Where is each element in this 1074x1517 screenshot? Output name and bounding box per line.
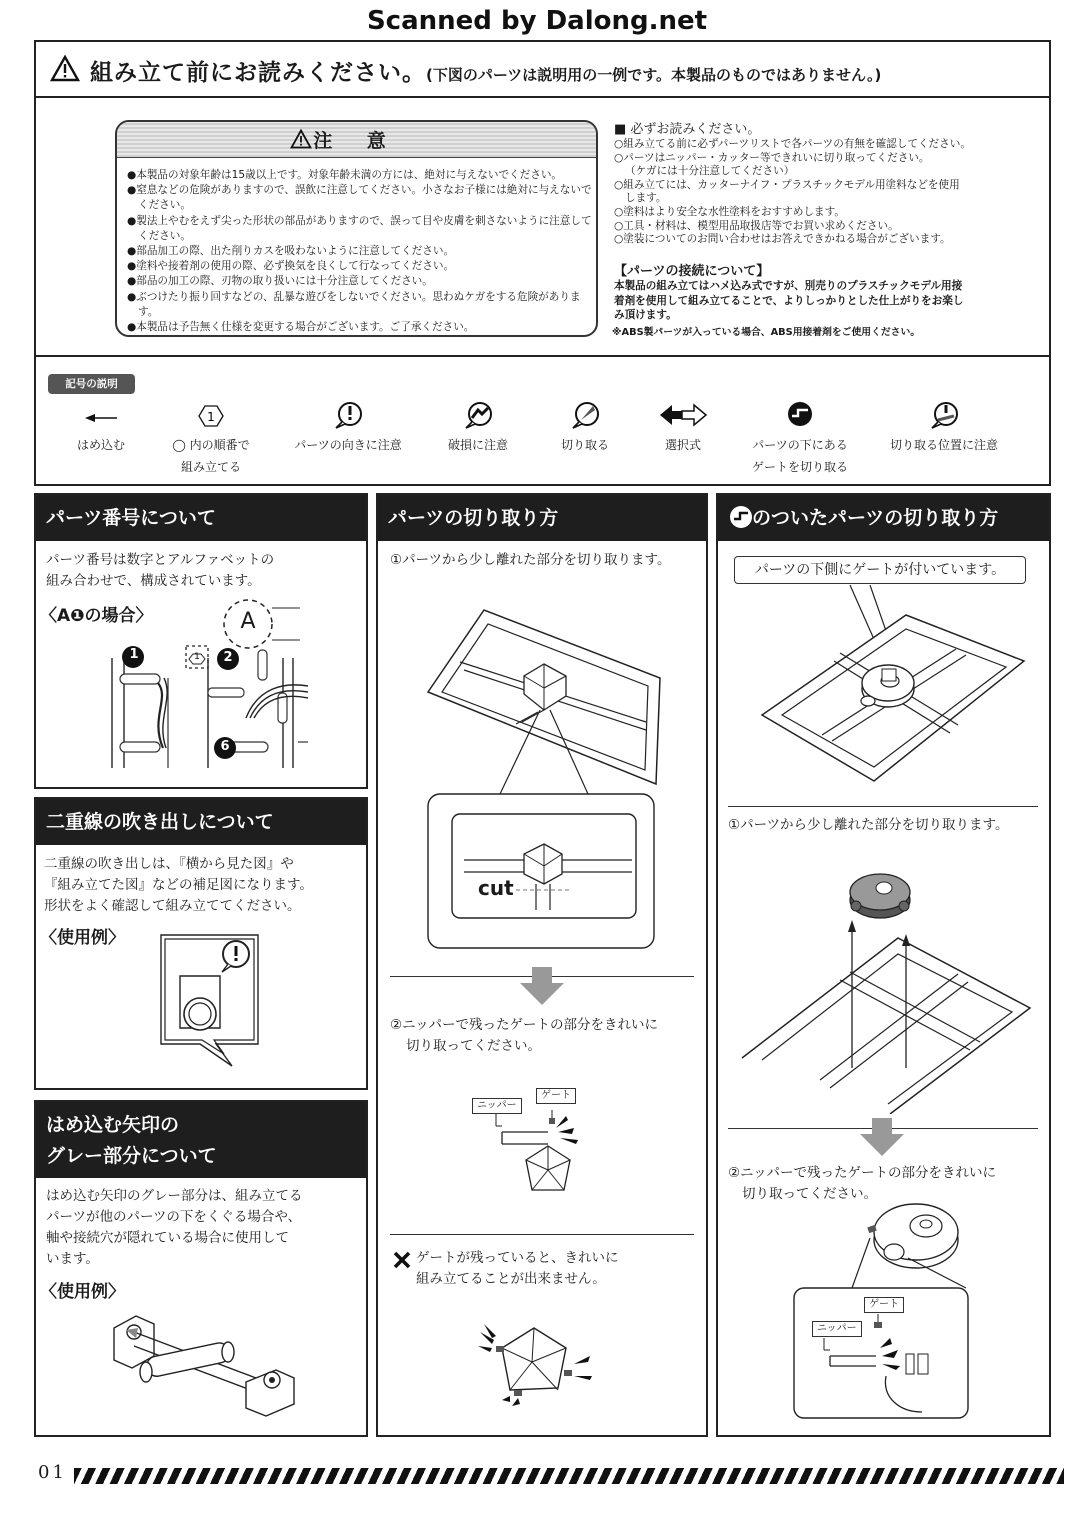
symbol-label: パーツの下にある [752, 438, 848, 452]
connection-title: 【パーツの接続について】 [614, 264, 770, 279]
symbol-divider [34, 355, 1051, 357]
page-title [90, 54, 881, 87]
nipper-label: ニッパー [472, 1098, 522, 1114]
runner-cut-diagram [420, 600, 670, 955]
under-gate-step1: ①パーツから少し離れた部分を切り取ります。 [728, 817, 1009, 833]
symbol-label: 切り取る [560, 438, 609, 452]
cutting-warning: ゲートが残っていると、きれいに [416, 1250, 619, 1266]
symbol-orientation [288, 400, 408, 456]
symbol-cut [552, 400, 618, 456]
under-gate-step2: ②ニッパーで残ったゲートの部分をきれいに [728, 1165, 997, 1181]
cutting-step2: 切り取ってください。 [406, 1038, 541, 1054]
gray-arrow-diagram [106, 1308, 306, 1420]
connection-body: 本製品の組み立てはハメ込み式ですが、別売りのプラスチックモデル用接着剤を使用して組み立てることで、よりしっかりとした仕上がりをお楽しみ頂けます。 [614, 280, 964, 321]
symbol-label: 選択式 [664, 438, 701, 452]
caution-title: 注 意 [313, 130, 400, 152]
part-number-example: 〈A❶の場合〉 [40, 606, 153, 626]
under-gate-callout: パーツの下側にゲートが付いています。 [734, 556, 1026, 584]
symbol-label: 切り取る位置に注意 [889, 438, 998, 452]
must-read-item: （ケガには十分注意してください） [625, 165, 795, 178]
symbol-cut-position [882, 400, 1006, 456]
cut-label: cut [478, 876, 514, 900]
order-number-icon [191, 400, 231, 430]
caution-item: ●塗料や接着剤の使用の際、必ず換気を良くして行なってください。 [127, 260, 455, 273]
arrow-left-icon [81, 400, 121, 430]
choice-arrows-icon [658, 400, 708, 430]
symbol-underside-gate [742, 400, 858, 478]
under-gate-title: のついたパーツの切り取り方 [718, 495, 1049, 541]
part-num-badge: 1 [129, 647, 139, 662]
underside-gate-icon [728, 504, 754, 530]
gray-arrow-title-line: グレー部分について [46, 1145, 217, 1167]
down-arrow-icon [860, 1118, 904, 1158]
must-read-list [614, 138, 1039, 247]
symbol-order [170, 400, 252, 478]
caution-item: ●製法上やむをえず尖った形状の部品がありますので、誤って目や皮膚を刺さないように注意してください。 [127, 214, 592, 242]
symbol-label: ゲートを切り取る [751, 460, 848, 474]
under-gate-runner-diagram [760, 585, 1026, 795]
down-arrow-icon [520, 967, 564, 1007]
double-line-title: 二重線の吹き出しについて [36, 799, 366, 845]
caution-item: ●本製品の対象年齢は15歳以上です。対象年齢未満の方には、絶対に与えないでください。 [127, 169, 563, 181]
page-title-text: 組み立て前にお読みください。 [90, 60, 426, 86]
part-number-text: 組み合わせで、構成されています。 [46, 573, 261, 589]
symbol-insert [70, 400, 132, 456]
double-line-text: 二重線の吹き出しは、『横から見た図』や [44, 856, 294, 872]
must-read-item: ○塗装についてのお問い合わせはお答えできかねる場合がございます。 [614, 233, 951, 246]
double-line-balloon-diagram [158, 932, 263, 1072]
cutting-divider [390, 1234, 694, 1235]
gate-label: ゲート [536, 1088, 576, 1104]
cut-position-icon [924, 400, 964, 430]
breakage-icon [458, 400, 498, 430]
caution-list [127, 168, 593, 335]
caution-item: ●窒息などの危険がありますので、誤飲に注意してください。小さなお子様には絶対に与えないでください。 [127, 184, 592, 212]
symbol-label: ◯ 内の順番で [172, 438, 250, 452]
runner-letter: A [240, 609, 256, 634]
exclamation-icon [328, 400, 368, 430]
connection-note: ※ABS製パーツが入っている場合、ABS用接着剤をご使用ください。 [612, 327, 921, 338]
symbol-label: パーツの向きに注意 [294, 438, 402, 452]
cut-icon [565, 400, 605, 430]
double-line-example: 〈使用例〉 [40, 928, 125, 948]
double-line-text: 『組み立てた図』などの補足図になります。 [44, 877, 313, 893]
double-line-text: 形状をよく確認して組み立ててください。 [44, 898, 301, 914]
gray-arrow-text: 軸や接続穴が隠れている場合に使用して [46, 1230, 289, 1246]
part-num-badge: 2 [223, 650, 233, 665]
page-subtitle: (下図のパーツは説明用の一例です。本製品のものではありません。) [426, 66, 882, 84]
symbol-breakage [440, 400, 516, 456]
must-read-title: ■ 必ずお読みください。 [614, 122, 761, 137]
symbol-label: 組み立てる [180, 460, 241, 474]
symbol-choice [650, 400, 716, 456]
svg-text:1: 1 [207, 410, 215, 424]
gray-arrow-example: 〈使用例〉 [40, 1282, 125, 1302]
caution-item: ●部品の加工の際、刃物の取り扱いには十分注意してください。 [127, 275, 433, 288]
cutting-step2: ②ニッパーで残ったゲートの部分をきれいに [390, 1017, 659, 1033]
caution-item: ●本製品は予告無く仕様を変更する場合がございます。ご了承ください。 [127, 321, 475, 334]
gate-label: ゲート [864, 1297, 904, 1313]
underside-gate-icon [780, 400, 820, 430]
part-number-text: パーツ番号は数字とアルファベットの [46, 552, 275, 568]
footer-stripe-bar [74, 1468, 1064, 1484]
must-read-item: ○塗料はより安全な水性塗料をおすすめします。 [614, 205, 845, 218]
nipper-gate-diagram [490, 1110, 600, 1214]
page-number: 01 [38, 1462, 67, 1483]
cutting-warning: 組み立てることが出来ません。 [416, 1271, 606, 1287]
x-mark-icon [392, 1250, 412, 1270]
must-read-item: ○パーツはニッパー・カッター等できれいに切り取ってください。 [614, 151, 930, 164]
symbol-label: はめ込む [76, 438, 125, 452]
symbol-legend-badge: 記号の説明 [48, 374, 135, 394]
under-gate-step2: 切り取ってください。 [742, 1186, 877, 1202]
caution-item: ●ぶつけたり振り回すなどの、乱暴な遊びをしないでください。思わぬケガをする危険があります。 [127, 290, 581, 318]
leftover-gate-diagram [474, 1320, 594, 1410]
part-num-badge: 6 [220, 739, 230, 754]
must-read-item: ○組み立てる前に必ずパーツリストで各パーツの有無を確認してください。 [614, 138, 971, 150]
runner-diagram [108, 598, 308, 773]
caution-item: ●部品加工の際、出た削りカスを吸わないように注意してください。 [127, 245, 455, 258]
nipper-label: ニッパー [812, 1321, 862, 1337]
scanner-watermark: Scanned by Dalong.net [366, 6, 708, 36]
gray-arrow-text: パーツが他のパーツの下をくぐる場合や、 [46, 1209, 302, 1225]
gray-arrow-text: はめ込む矢印のグレー部分は、組み立てる [46, 1188, 303, 1204]
gray-arrow-text: います。 [46, 1251, 99, 1267]
must-read-item: ○工具・材料は、模型用品取扱店等でお買い求めください。 [614, 219, 899, 232]
gray-arrow-title-line: はめ込む矢印の [46, 1114, 180, 1136]
must-read-item: ○組み立てには、カッターナイフ・プラスチックモデル用塗料などを使用します。 [614, 178, 960, 205]
under-gate-divider [728, 806, 1038, 807]
cutting-step1: ①パーツから少し離れた部分を切り取ります。 [390, 552, 671, 568]
part-order-badge: 1 [194, 652, 200, 662]
under-gate-cut-diagram [740, 858, 1032, 1114]
part-number-title: パーツ番号について [36, 495, 366, 541]
gray-arrow-title [36, 1102, 366, 1178]
cutting-title: パーツの切り取り方 [378, 495, 706, 541]
symbol-label: 破損に注意 [447, 438, 508, 452]
warning-triangle-icon [50, 55, 80, 82]
